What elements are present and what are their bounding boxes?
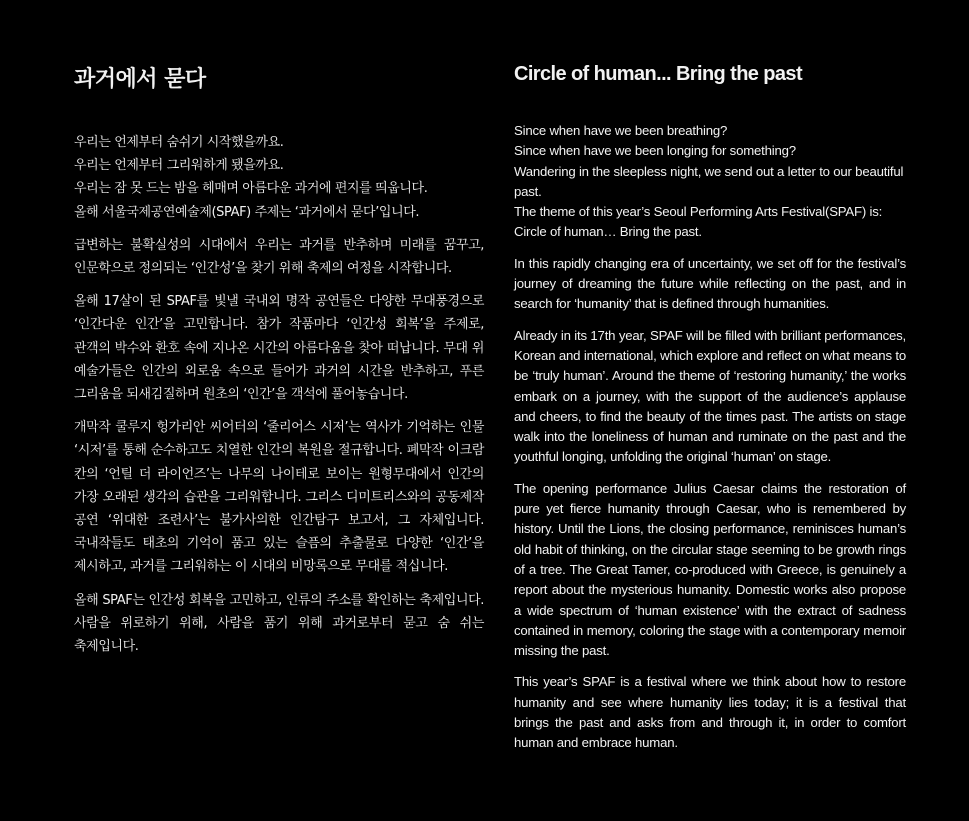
korean-paragraph: 급변하는 불확실성의 시대에서 우리는 과거를 반추하며 미래를 꿈꾸고, 인문학으로 정의되는 ‘인간성’을 찾기 위해 축제의 여정을 시작합니다. <box>74 237 484 277</box>
english-paragraph: Already in its 17th year, SPAF will be filled with brilliant performances, Korean and international, which explore and reflect on what means to be ‘truly human’. Around the theme of ‘restoring humanity,’ the works embark on a journey, with the support of the audience’s applause and cheers, to find the beauty of the times past. The artists on stage walk into the loneliness of human and ruminate on the past and the youthful longing, unfolding the original ‘human’ on stage. <box>514 327 906 465</box>
korean-intro <box>74 131 484 224</box>
korean-paragraph: 올해 17살이 된 SPAF를 빛낼 국내외 명작 공연들은 다양한 무대풍경으로 ‘인간다운 인간’을 고민합니다. 참가 작품마다 ‘인간성 회복’을 주제로, 관객의 박수와 환호 속에 지나온 시간의 아름다움을 찾아 떠납니다. 무대 위 예술가들은 인간의 외로움 속으로 들어가 과거의 시간을 반추하고, 푸른 그리움을 되새김질하며 원초의 ‘인간’을 객석에 풀어놓습니다. <box>74 294 484 403</box>
korean-body <box>74 131 484 668</box>
english-paragraph: This year’s SPAF is a festival where we think about how to restore humanity and see where humanity lies today; it is a festival that brings the past and asks from and through it, in order to comfort human and embrace human. <box>514 674 906 751</box>
english-paragraph: In this rapidly changing era of uncertainty, we set off for the festival’s journey of dreaming the future while reflecting on the past, and in search for ‘humanity’ that is defined through humanities. <box>514 255 906 312</box>
english-intro-line: Since when have we been breathing? <box>514 123 728 138</box>
korean-intro-line: 우리는 언제부터 숨쉬기 시작했을까요. <box>74 135 284 150</box>
korean-intro-line: 우리는 잠 못 드는 밤을 헤매며 아름다운 과거에 편지를 띄웁니다. <box>74 181 428 197</box>
korean-intro-line: 우리는 언제부터 그리워하게 됐을까요. <box>74 158 284 174</box>
english-paragraph: The opening performance Julius Caesar claims the restoration of pure yet fierce humanity through Caesar, who is remembered by history. Until the Lions, the closing performance, reminisces human’s old habit of thinking, on the circular stage seeming to be growth rings of a tree. The Great Tamer, co-produced with Greece, is genuinely a report about the mysterious humanity. Domestic works also propose a wide spectrum of ‘human existence’ with the extract of sadness contained in memory, coloring the stage with a contemporary memoir missing the past. <box>514 480 906 659</box>
english-intro-line: Since when have we been longing for something? <box>514 143 796 159</box>
korean-paragraph: 개막작 쿨루지 헝가리안 씨어터의 ‘줄리어스 시저’는 역사가 기억하는 인물 ‘시저’를 통해 순수하고도 치열한 인간의 복원을 절규합니다. 폐막작 이크람 칸의 ‘언틸 더 라이언즈’는 나무의 나이테로 보이는 원형무대에서 인간의 가장 오래된 생각의 습관을 그리워합니다. 그리스 디미트리스와의 공동제작 공연 ‘위대한 조련사’는 불가사의한 인간탐구 보고서, 그 자체입니다. 국내작들도 태초의 기억이 품고 있는 슬픔의 추출물로 다양한 ‘인간’을 제시하고, 과거를 그리워하는 이 시대의 비망록으로 무대를 적십니다. <box>74 420 484 575</box>
english-body <box>514 121 906 765</box>
english-title: Circle of human... Bring the past <box>514 63 803 85</box>
english-intro <box>514 121 906 243</box>
korean-title: 과거에서 묻다 <box>74 67 206 92</box>
korean-intro-line: 올해 서울국제공연예술제(SPAF) 주제는 ‘과거에서 묻다’입니다. <box>74 204 420 220</box>
english-intro-line: Wandering in the sleepless night, we send out a letter to our beautiful past. <box>514 163 904 199</box>
korean-paragraph: 올해 SPAF는 인간성 회복을 고민하고, 인류의 주소를 확인하는 축제입니다. 사람을 위로하기 위해, 사람을 품기 위해 과거로부터 묻고 숨 쉬는 축제입니다. <box>74 592 484 655</box>
english-intro-line: The theme of this year’s Seoul Performing Arts Festival(SPAF) is: Circle of human… Bring the past. <box>514 204 883 240</box>
